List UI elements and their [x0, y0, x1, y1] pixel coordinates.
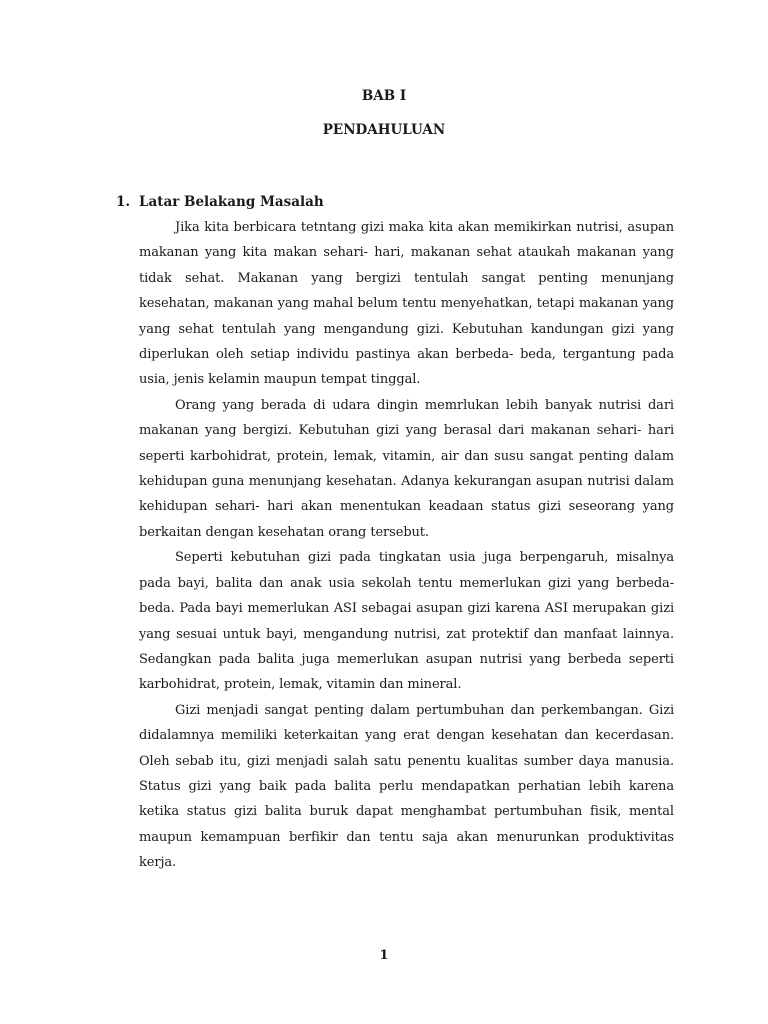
paragraph: Seperti kebutuhan gizi pada tingkatan usia juga berpengaruh, misalnya pada bayi, balita dan anak usia sekolah tentu memerlukan gizi yang berbeda- beda. Pada bayi memerlukan ASI sebagai asupan gizi karena ASI merupakan gizi yang sesuai untuk bayi, mengandung nutrisi, zat protektif dan manfaat lainnya. Sedangkan pada balita juga memerlukan asupan nutrisi yang berbeda seperti karbohidrat, protein, lemak, vitamin dan mineral.: [139, 550, 674, 693]
paragraph: Gizi menjadi sangat penting dalam pertumbuhan dan perkembangan. Gizi didalamnya memiliki keterkaitan yang erat dengan kesehatan dan kecerdasan. Oleh sebab itu, gizi menjadi salah satu penentu kualitas sumber daya manusia. Status gizi yang baik pada balita perlu mendapatkan perhatian lebih karena ketika status gizi balita buruk dapat menghambat pertumbuhan fisik, mental maupun kemampuan berfikir dan tentu saja akan menurunkan produktivitas kerja.: [139, 702, 674, 871]
chapter-label: BAB I: [361, 88, 407, 104]
body-text: [139, 215, 674, 876]
paragraph: Orang yang berada di udara dingin memrlukan lebih banyak nutrisi dari makanan yang bergizi. Kebutuhan gizi yang berasal dari makanan sehari- hari seperti karbohidrat, protein, lemak, vitamin, air dan susu sangat penting dalam kehidupan guna menunjang kesehatan. Adanya kekurangan asupan nutrisi dalam kehidupan sehari- hari akan menentukan keadaan status gizi seseorang yang berkaitan dengan kesehatan orang tersebut.: [139, 397, 674, 540]
section-heading: [116, 192, 324, 212]
section-title: Latar Belakang Masalah: [139, 194, 324, 210]
chapter-title: PENDAHULUAN: [322, 122, 446, 138]
paragraph: Jika kita berbicara tetntang gizi maka kita akan memikirkan nutrisi, asupan makanan yang kita makan sehari- hari, makanan sehat ataukah makanan yang tidak sehat. Makanan yang bergizi tentulah sangat penting menunjang kesehatan, makanan yang mahal belum tentu menyehatkan, tetapi makanan yang yang sehat tentulah yang mengandung gizi. Kebutuhan kandungan gizi yang diperlukan oleh setiap individu pastinya akan berbeda- beda, tergantung pada usia, jenis kelamin maupun tempat tinggal.: [139, 220, 674, 388]
page-number: 1: [379, 948, 389, 963]
section-number: 1.: [116, 194, 131, 210]
